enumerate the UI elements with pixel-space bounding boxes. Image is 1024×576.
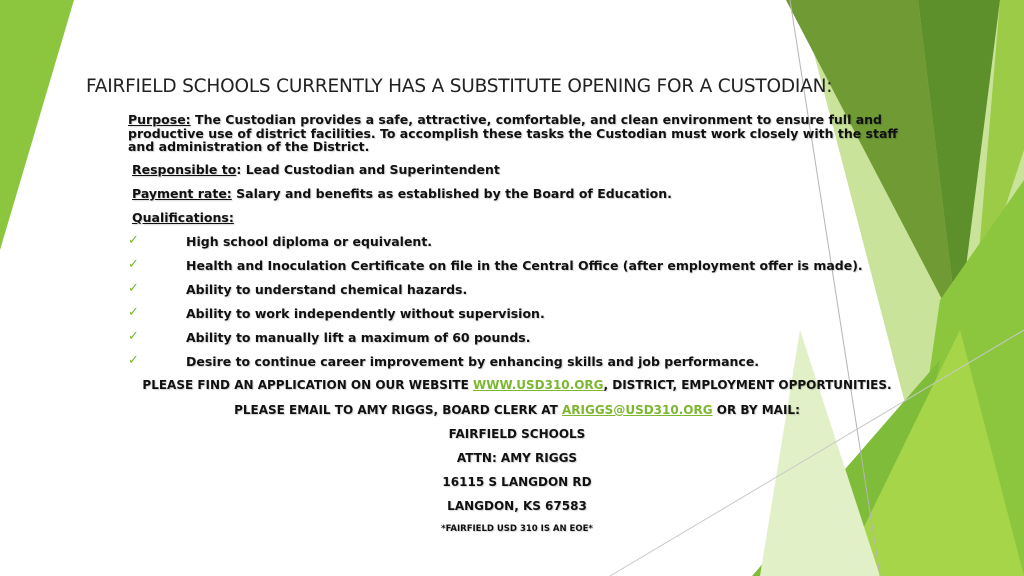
checkmark-icon: ✓ [128, 305, 139, 320]
mail-line-3: 16115 S LANGDON RD [442, 475, 592, 489]
qualification-item [128, 306, 828, 324]
mail-line-2: ATTN: AMY RIGGS [456, 451, 578, 465]
qualification-text: Health and Inoculation Certificate on file in the Central Office (after employment offer is made). [186, 258, 863, 273]
payment-text: Salary and benefits as established by the Board of Education. [236, 186, 672, 201]
checkmark-icon: ✓ [128, 281, 139, 296]
checkmark-icon: ✓ [128, 329, 139, 344]
purpose-text: The Custodian provides a safe, attractive, comfortable, and clean environment to ensure full and productive use of district facilities. To accomplish these tasks the Custodian must work closely with the staff and administration of the District. [128, 112, 898, 154]
qualifications-label: Qualifications: [132, 210, 234, 225]
checkmark-icon: ✓ [128, 233, 139, 248]
email-line [0, 403, 1024, 417]
purpose-paragraph [128, 113, 898, 154]
qualification-text: Ability to manually lift a maximum of 60 pounds. [186, 330, 531, 345]
mail-line-1: FAIRFIELD SCHOOLS [448, 427, 586, 441]
qualification-item [128, 234, 828, 252]
payment-label: Payment rate: [132, 186, 232, 201]
checkmark-icon: ✓ [128, 353, 139, 368]
website-link[interactable]: WWW.USD310.ORG [472, 378, 604, 392]
qualification-text: High school diploma or equivalent. [186, 234, 433, 249]
qualification-text: Desire to continue career improvement by enhancing skills and job performance. [186, 354, 760, 369]
application-suffix: , DISTRICT, EMPLOYMENT OPPORTUNITIES. [603, 378, 892, 392]
responsible-label: Responsible to [132, 162, 237, 177]
qualification-item [128, 330, 828, 348]
responsible-line [132, 162, 500, 177]
left-green-shape [0, 0, 74, 250]
application-line [0, 378, 1024, 392]
qualification-item [128, 354, 828, 372]
email-link[interactable]: ARIGGS@USD310.ORG [561, 403, 713, 417]
checkmark-icon: ✓ [128, 257, 139, 272]
qualification-text: Ability to understand chemical hazards. [186, 282, 468, 297]
payment-line [132, 186, 672, 201]
eoe-notice: *FAIRFIELD USD 310 IS AN EOE* [441, 524, 593, 534]
qualification-text: Ability to work independently without supervision. [186, 306, 545, 321]
email-suffix: OR BY MAIL: [716, 403, 800, 417]
qualification-item [128, 282, 828, 300]
responsible-text: Lead Custodian and Superintendent [245, 162, 500, 177]
responsible-colon: : [236, 162, 242, 177]
email-prefix: PLEASE EMAIL TO AMY RIGGS, BOARD CLERK AT [234, 403, 558, 417]
application-prefix: PLEASE FIND AN APPLICATION ON OUR WEBSITE [142, 378, 469, 392]
page-title: FAIRFIELD SCHOOLS CURRENTLY HAS A SUBSTITUTE OPENING FOR A CUSTODIAN: [86, 76, 833, 97]
qualification-item [128, 257, 863, 276]
mail-line-4: LANGDON, KS 67583 [447, 499, 587, 513]
purpose-label: Purpose: [128, 112, 191, 127]
